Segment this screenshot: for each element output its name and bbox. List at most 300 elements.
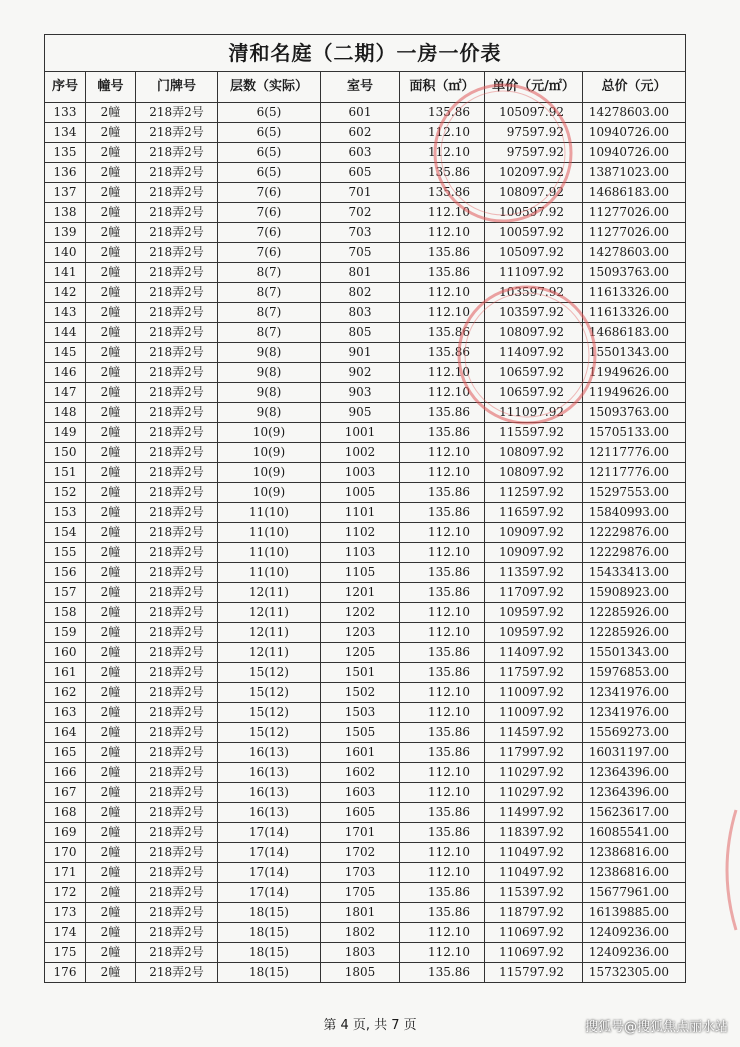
- table-row: [45, 183, 686, 203]
- cell-area: 112.10: [400, 523, 485, 543]
- cell-total-price: 16139885.00: [583, 903, 686, 923]
- cell-building: 2幢: [86, 663, 136, 683]
- cell-floor: 12(11): [218, 643, 321, 663]
- table-row: [45, 543, 686, 563]
- cell-seq: 171: [45, 863, 86, 883]
- cell-room: 601: [321, 103, 400, 123]
- cell-building: 2幢: [86, 283, 136, 303]
- cell-room: 903: [321, 383, 400, 403]
- cell-floor: 11(10): [218, 523, 321, 543]
- cell-building: 2幢: [86, 143, 136, 163]
- cell-unit-price: 116597.92: [485, 503, 583, 523]
- table-row: [45, 343, 686, 363]
- cell-area: 112.10: [400, 703, 485, 723]
- table-row: [45, 843, 686, 863]
- cell-building: 2幢: [86, 463, 136, 483]
- table-row: [45, 943, 686, 963]
- cell-building: 2幢: [86, 543, 136, 563]
- cell-floor: 17(14): [218, 883, 321, 903]
- cell-seq: 160: [45, 643, 86, 663]
- cell-building: 2幢: [86, 303, 136, 323]
- cell-seq: 157: [45, 583, 86, 603]
- cell-total-price: 11949626.00: [583, 363, 686, 383]
- cell-seq: 156: [45, 563, 86, 583]
- cell-address: 218弄2号: [136, 303, 218, 323]
- cell-unit-price: 110697.92: [485, 923, 583, 943]
- cell-area: 112.10: [400, 463, 485, 483]
- cell-building: 2幢: [86, 743, 136, 763]
- cell-area: 112.10: [400, 783, 485, 803]
- seal-stamp-edge: [712, 800, 740, 940]
- cell-building: 2幢: [86, 923, 136, 943]
- header-row: [45, 72, 686, 103]
- cell-address: 218弄2号: [136, 723, 218, 743]
- table-row: [45, 803, 686, 823]
- cell-room: 1605: [321, 803, 400, 823]
- cell-seq: 139: [45, 223, 86, 243]
- cell-address: 218弄2号: [136, 383, 218, 403]
- table-row: [45, 363, 686, 383]
- cell-total-price: 15623617.00: [583, 803, 686, 823]
- cell-floor: 8(7): [218, 303, 321, 323]
- cell-seq: 153: [45, 503, 86, 523]
- cell-total-price: 15569273.00: [583, 723, 686, 743]
- cell-unit-price: 103597.92: [485, 303, 583, 323]
- cell-room: 1103: [321, 543, 400, 563]
- cell-building: 2幢: [86, 823, 136, 843]
- cell-building: 2幢: [86, 703, 136, 723]
- cell-room: 705: [321, 243, 400, 263]
- cell-floor: 12(11): [218, 603, 321, 623]
- cell-floor: 10(9): [218, 443, 321, 463]
- table-row: [45, 503, 686, 523]
- cell-address: 218弄2号: [136, 803, 218, 823]
- cell-total-price: 15908923.00: [583, 583, 686, 603]
- cell-seq: 141: [45, 263, 86, 283]
- cell-seq: 142: [45, 283, 86, 303]
- cell-unit-price: 105097.92: [485, 243, 583, 263]
- cell-address: 218弄2号: [136, 583, 218, 603]
- cell-area: 135.86: [400, 343, 485, 363]
- table-row: [45, 623, 686, 643]
- cell-room: 805: [321, 323, 400, 343]
- cell-address: 218弄2号: [136, 763, 218, 783]
- cell-address: 218弄2号: [136, 963, 218, 983]
- cell-total-price: 12386816.00: [583, 863, 686, 883]
- cell-floor: 7(6): [218, 223, 321, 243]
- cell-area: 135.86: [400, 803, 485, 823]
- table-row: [45, 403, 686, 423]
- cell-area: 112.10: [400, 923, 485, 943]
- cell-building: 2幢: [86, 623, 136, 643]
- table-row: [45, 703, 686, 723]
- cell-unit-price: 110697.92: [485, 943, 583, 963]
- header-unit-price: 单价（元/㎡）: [485, 72, 583, 103]
- table-row: [45, 863, 686, 883]
- cell-area: 135.86: [400, 563, 485, 583]
- cell-floor: 15(12): [218, 723, 321, 743]
- cell-unit-price: 109597.92: [485, 603, 583, 623]
- cell-total-price: 10940726.00: [583, 143, 686, 163]
- cell-total-price: 12341976.00: [583, 683, 686, 703]
- cell-area: 112.10: [400, 843, 485, 863]
- cell-floor: 6(5): [218, 143, 321, 163]
- cell-total-price: 15677961.00: [583, 883, 686, 903]
- cell-floor: 10(9): [218, 423, 321, 443]
- cell-building: 2幢: [86, 683, 136, 703]
- table-row: [45, 263, 686, 283]
- cell-floor: 15(12): [218, 703, 321, 723]
- cell-total-price: 12409236.00: [583, 943, 686, 963]
- header-building: 幢号: [86, 72, 136, 103]
- cell-building: 2幢: [86, 763, 136, 783]
- cell-building: 2幢: [86, 483, 136, 503]
- cell-address: 218弄2号: [136, 403, 218, 423]
- cell-building: 2幢: [86, 863, 136, 883]
- cell-unit-price: 110297.92: [485, 783, 583, 803]
- cell-total-price: 11613326.00: [583, 303, 686, 323]
- cell-room: 1203: [321, 623, 400, 643]
- cell-unit-price: 110497.92: [485, 863, 583, 883]
- cell-room: 1505: [321, 723, 400, 743]
- cell-seq: 169: [45, 823, 86, 843]
- table-row: [45, 123, 686, 143]
- cell-unit-price: 110097.92: [485, 683, 583, 703]
- cell-address: 218弄2号: [136, 543, 218, 563]
- cell-unit-price: 115797.92: [485, 963, 583, 983]
- cell-seq: 133: [45, 103, 86, 123]
- cell-total-price: 14686183.00: [583, 323, 686, 343]
- cell-total-price: 15840993.00: [583, 503, 686, 523]
- price-table: [44, 34, 686, 983]
- cell-unit-price: 117097.92: [485, 583, 583, 603]
- cell-building: 2幢: [86, 803, 136, 823]
- table-row: [45, 203, 686, 223]
- cell-area: 135.86: [400, 323, 485, 343]
- cell-unit-price: 103597.92: [485, 283, 583, 303]
- cell-room: 901: [321, 343, 400, 363]
- cell-floor: 7(6): [218, 243, 321, 263]
- cell-room: 803: [321, 303, 400, 323]
- cell-address: 218弄2号: [136, 623, 218, 643]
- cell-seq: 168: [45, 803, 86, 823]
- cell-address: 218弄2号: [136, 363, 218, 383]
- table-row: [45, 523, 686, 543]
- cell-seq: 145: [45, 343, 86, 363]
- cell-address: 218弄2号: [136, 463, 218, 483]
- cell-area: 135.86: [400, 503, 485, 523]
- cell-building: 2幢: [86, 643, 136, 663]
- cell-total-price: 13871023.00: [583, 163, 686, 183]
- cell-seq: 176: [45, 963, 86, 983]
- cell-room: 1102: [321, 523, 400, 543]
- cell-room: 1002: [321, 443, 400, 463]
- cell-area: 135.86: [400, 423, 485, 443]
- table-row: [45, 603, 686, 623]
- cell-address: 218弄2号: [136, 883, 218, 903]
- cell-building: 2幢: [86, 563, 136, 583]
- cell-total-price: 11277026.00: [583, 223, 686, 243]
- cell-area: 135.86: [400, 883, 485, 903]
- cell-building: 2幢: [86, 723, 136, 743]
- table-row: [45, 423, 686, 443]
- cell-floor: 17(14): [218, 863, 321, 883]
- cell-unit-price: 117597.92: [485, 663, 583, 683]
- cell-room: 1601: [321, 743, 400, 763]
- cell-seq: 170: [45, 843, 86, 863]
- cell-unit-price: 118797.92: [485, 903, 583, 923]
- cell-seq: 134: [45, 123, 86, 143]
- cell-total-price: 16085541.00: [583, 823, 686, 843]
- cell-building: 2幢: [86, 443, 136, 463]
- cell-area: 135.86: [400, 243, 485, 263]
- cell-address: 218弄2号: [136, 903, 218, 923]
- cell-room: 703: [321, 223, 400, 243]
- cell-area: 135.86: [400, 823, 485, 843]
- table-row: [45, 303, 686, 323]
- cell-address: 218弄2号: [136, 943, 218, 963]
- cell-unit-price: 97597.92: [485, 143, 583, 163]
- cell-unit-price: 102097.92: [485, 163, 583, 183]
- cell-room: 1603: [321, 783, 400, 803]
- cell-total-price: 15501343.00: [583, 643, 686, 663]
- cell-area: 112.10: [400, 363, 485, 383]
- cell-floor: 11(10): [218, 543, 321, 563]
- cell-total-price: 15501343.00: [583, 343, 686, 363]
- cell-building: 2幢: [86, 583, 136, 603]
- cell-room: 1701: [321, 823, 400, 843]
- table-row: [45, 723, 686, 743]
- cell-seq: 143: [45, 303, 86, 323]
- cell-total-price: 15297553.00: [583, 483, 686, 503]
- cell-area: 135.86: [400, 103, 485, 123]
- cell-unit-price: 97597.92: [485, 123, 583, 143]
- cell-seq: 147: [45, 383, 86, 403]
- cell-seq: 154: [45, 523, 86, 543]
- table-row: [45, 323, 686, 343]
- cell-address: 218弄2号: [136, 523, 218, 543]
- cell-floor: 18(15): [218, 963, 321, 983]
- table-row: [45, 583, 686, 603]
- cell-building: 2幢: [86, 223, 136, 243]
- cell-building: 2幢: [86, 163, 136, 183]
- cell-building: 2幢: [86, 343, 136, 363]
- cell-floor: 17(14): [218, 823, 321, 843]
- cell-area: 112.10: [400, 603, 485, 623]
- cell-room: 1602: [321, 763, 400, 783]
- cell-area: 112.10: [400, 223, 485, 243]
- table-row: [45, 143, 686, 163]
- cell-area: 135.86: [400, 643, 485, 663]
- cell-floor: 10(9): [218, 463, 321, 483]
- cell-floor: 6(5): [218, 103, 321, 123]
- table-row: [45, 883, 686, 903]
- cell-address: 218弄2号: [136, 323, 218, 343]
- cell-unit-price: 109597.92: [485, 623, 583, 643]
- cell-area: 135.86: [400, 743, 485, 763]
- cell-room: 605: [321, 163, 400, 183]
- cell-unit-price: 115597.92: [485, 423, 583, 443]
- cell-unit-price: 109097.92: [485, 543, 583, 563]
- cell-address: 218弄2号: [136, 923, 218, 943]
- cell-unit-price: 106597.92: [485, 383, 583, 403]
- cell-floor: 16(13): [218, 763, 321, 783]
- cell-floor: 12(11): [218, 623, 321, 643]
- cell-area: 112.10: [400, 543, 485, 563]
- cell-building: 2幢: [86, 383, 136, 403]
- cell-address: 218弄2号: [136, 203, 218, 223]
- cell-total-price: 14686183.00: [583, 183, 686, 203]
- cell-unit-price: 111097.92: [485, 263, 583, 283]
- cell-building: 2幢: [86, 883, 136, 903]
- cell-seq: 136: [45, 163, 86, 183]
- cell-seq: 151: [45, 463, 86, 483]
- cell-total-price: 16031197.00: [583, 743, 686, 763]
- cell-area: 112.10: [400, 683, 485, 703]
- cell-room: 905: [321, 403, 400, 423]
- cell-building: 2幢: [86, 943, 136, 963]
- cell-room: 801: [321, 263, 400, 283]
- cell-total-price: 11613326.00: [583, 283, 686, 303]
- cell-area: 112.10: [400, 143, 485, 163]
- cell-address: 218弄2号: [136, 503, 218, 523]
- cell-room: 1805: [321, 963, 400, 983]
- cell-address: 218弄2号: [136, 823, 218, 843]
- cell-unit-price: 108097.92: [485, 443, 583, 463]
- cell-floor: 6(5): [218, 123, 321, 143]
- cell-room: 701: [321, 183, 400, 203]
- cell-room: 1003: [321, 463, 400, 483]
- cell-area: 112.10: [400, 283, 485, 303]
- cell-floor: 9(8): [218, 343, 321, 363]
- header-area: 面积（㎡）: [400, 72, 485, 103]
- cell-address: 218弄2号: [136, 183, 218, 203]
- cell-total-price: 15433413.00: [583, 563, 686, 583]
- cell-room: 1201: [321, 583, 400, 603]
- cell-area: 135.86: [400, 163, 485, 183]
- cell-building: 2幢: [86, 903, 136, 923]
- cell-floor: 18(15): [218, 903, 321, 923]
- cell-total-price: 12117776.00: [583, 443, 686, 463]
- cell-total-price: 15705133.00: [583, 423, 686, 443]
- cell-room: 1803: [321, 943, 400, 963]
- cell-area: 112.10: [400, 443, 485, 463]
- cell-floor: 9(8): [218, 363, 321, 383]
- cell-seq: 173: [45, 903, 86, 923]
- cell-unit-price: 112597.92: [485, 483, 583, 503]
- cell-address: 218弄2号: [136, 423, 218, 443]
- cell-building: 2幢: [86, 783, 136, 803]
- cell-building: 2幢: [86, 363, 136, 383]
- table-row: [45, 283, 686, 303]
- cell-unit-price: 114097.92: [485, 343, 583, 363]
- cell-room: 603: [321, 143, 400, 163]
- cell-unit-price: 111097.92: [485, 403, 583, 423]
- cell-floor: 15(12): [218, 683, 321, 703]
- cell-seq: 150: [45, 443, 86, 463]
- cell-area: 112.10: [400, 303, 485, 323]
- cell-room: 1705: [321, 883, 400, 903]
- cell-seq: 162: [45, 683, 86, 703]
- cell-floor: 16(13): [218, 743, 321, 763]
- cell-floor: 6(5): [218, 163, 321, 183]
- cell-area: 135.86: [400, 183, 485, 203]
- cell-seq: 146: [45, 363, 86, 383]
- header-address: 门牌号: [136, 72, 218, 103]
- cell-room: 1501: [321, 663, 400, 683]
- cell-seq: 172: [45, 883, 86, 903]
- cell-floor: 18(15): [218, 943, 321, 963]
- cell-area: 135.86: [400, 963, 485, 983]
- cell-floor: 10(9): [218, 483, 321, 503]
- cell-total-price: 15732305.00: [583, 963, 686, 983]
- cell-address: 218弄2号: [136, 663, 218, 683]
- cell-address: 218弄2号: [136, 683, 218, 703]
- cell-building: 2幢: [86, 323, 136, 343]
- cell-address: 218弄2号: [136, 643, 218, 663]
- cell-seq: 152: [45, 483, 86, 503]
- cell-unit-price: 106597.92: [485, 363, 583, 383]
- cell-seq: 138: [45, 203, 86, 223]
- cell-building: 2幢: [86, 123, 136, 143]
- cell-area: 112.10: [400, 943, 485, 963]
- cell-building: 2幢: [86, 243, 136, 263]
- cell-seq: 135: [45, 143, 86, 163]
- cell-total-price: 12229876.00: [583, 543, 686, 563]
- cell-area: 135.86: [400, 903, 485, 923]
- table-row: [45, 243, 686, 263]
- cell-total-price: 12386816.00: [583, 843, 686, 863]
- cell-room: 902: [321, 363, 400, 383]
- cell-room: 802: [321, 283, 400, 303]
- cell-area: 135.86: [400, 263, 485, 283]
- cell-area: 112.10: [400, 863, 485, 883]
- cell-total-price: 11949626.00: [583, 383, 686, 403]
- table-row: [45, 963, 686, 983]
- cell-floor: 7(6): [218, 203, 321, 223]
- cell-total-price: 12229876.00: [583, 523, 686, 543]
- cell-seq: 161: [45, 663, 86, 683]
- cell-room: 1503: [321, 703, 400, 723]
- cell-room: 1005: [321, 483, 400, 503]
- cell-address: 218弄2号: [136, 223, 218, 243]
- table-row: [45, 383, 686, 403]
- cell-area: 112.10: [400, 763, 485, 783]
- cell-seq: 155: [45, 543, 86, 563]
- cell-room: 702: [321, 203, 400, 223]
- cell-total-price: 12341976.00: [583, 703, 686, 723]
- cell-room: 1703: [321, 863, 400, 883]
- cell-total-price: 15093763.00: [583, 263, 686, 283]
- table-row: [45, 643, 686, 663]
- cell-unit-price: 117997.92: [485, 743, 583, 763]
- cell-floor: 16(13): [218, 783, 321, 803]
- cell-floor: 11(10): [218, 563, 321, 583]
- cell-area: 112.10: [400, 623, 485, 643]
- cell-address: 218弄2号: [136, 263, 218, 283]
- header-seq: 序号: [45, 72, 86, 103]
- cell-total-price: 12285926.00: [583, 623, 686, 643]
- header-floor: 层数（实际）: [218, 72, 321, 103]
- table-row: [45, 663, 686, 683]
- table-row: [45, 563, 686, 583]
- cell-floor: 17(14): [218, 843, 321, 863]
- cell-building: 2幢: [86, 403, 136, 423]
- cell-room: 1502: [321, 683, 400, 703]
- cell-unit-price: 105097.92: [485, 103, 583, 123]
- header-total-price: 总价（元）: [583, 72, 686, 103]
- cell-seq: 164: [45, 723, 86, 743]
